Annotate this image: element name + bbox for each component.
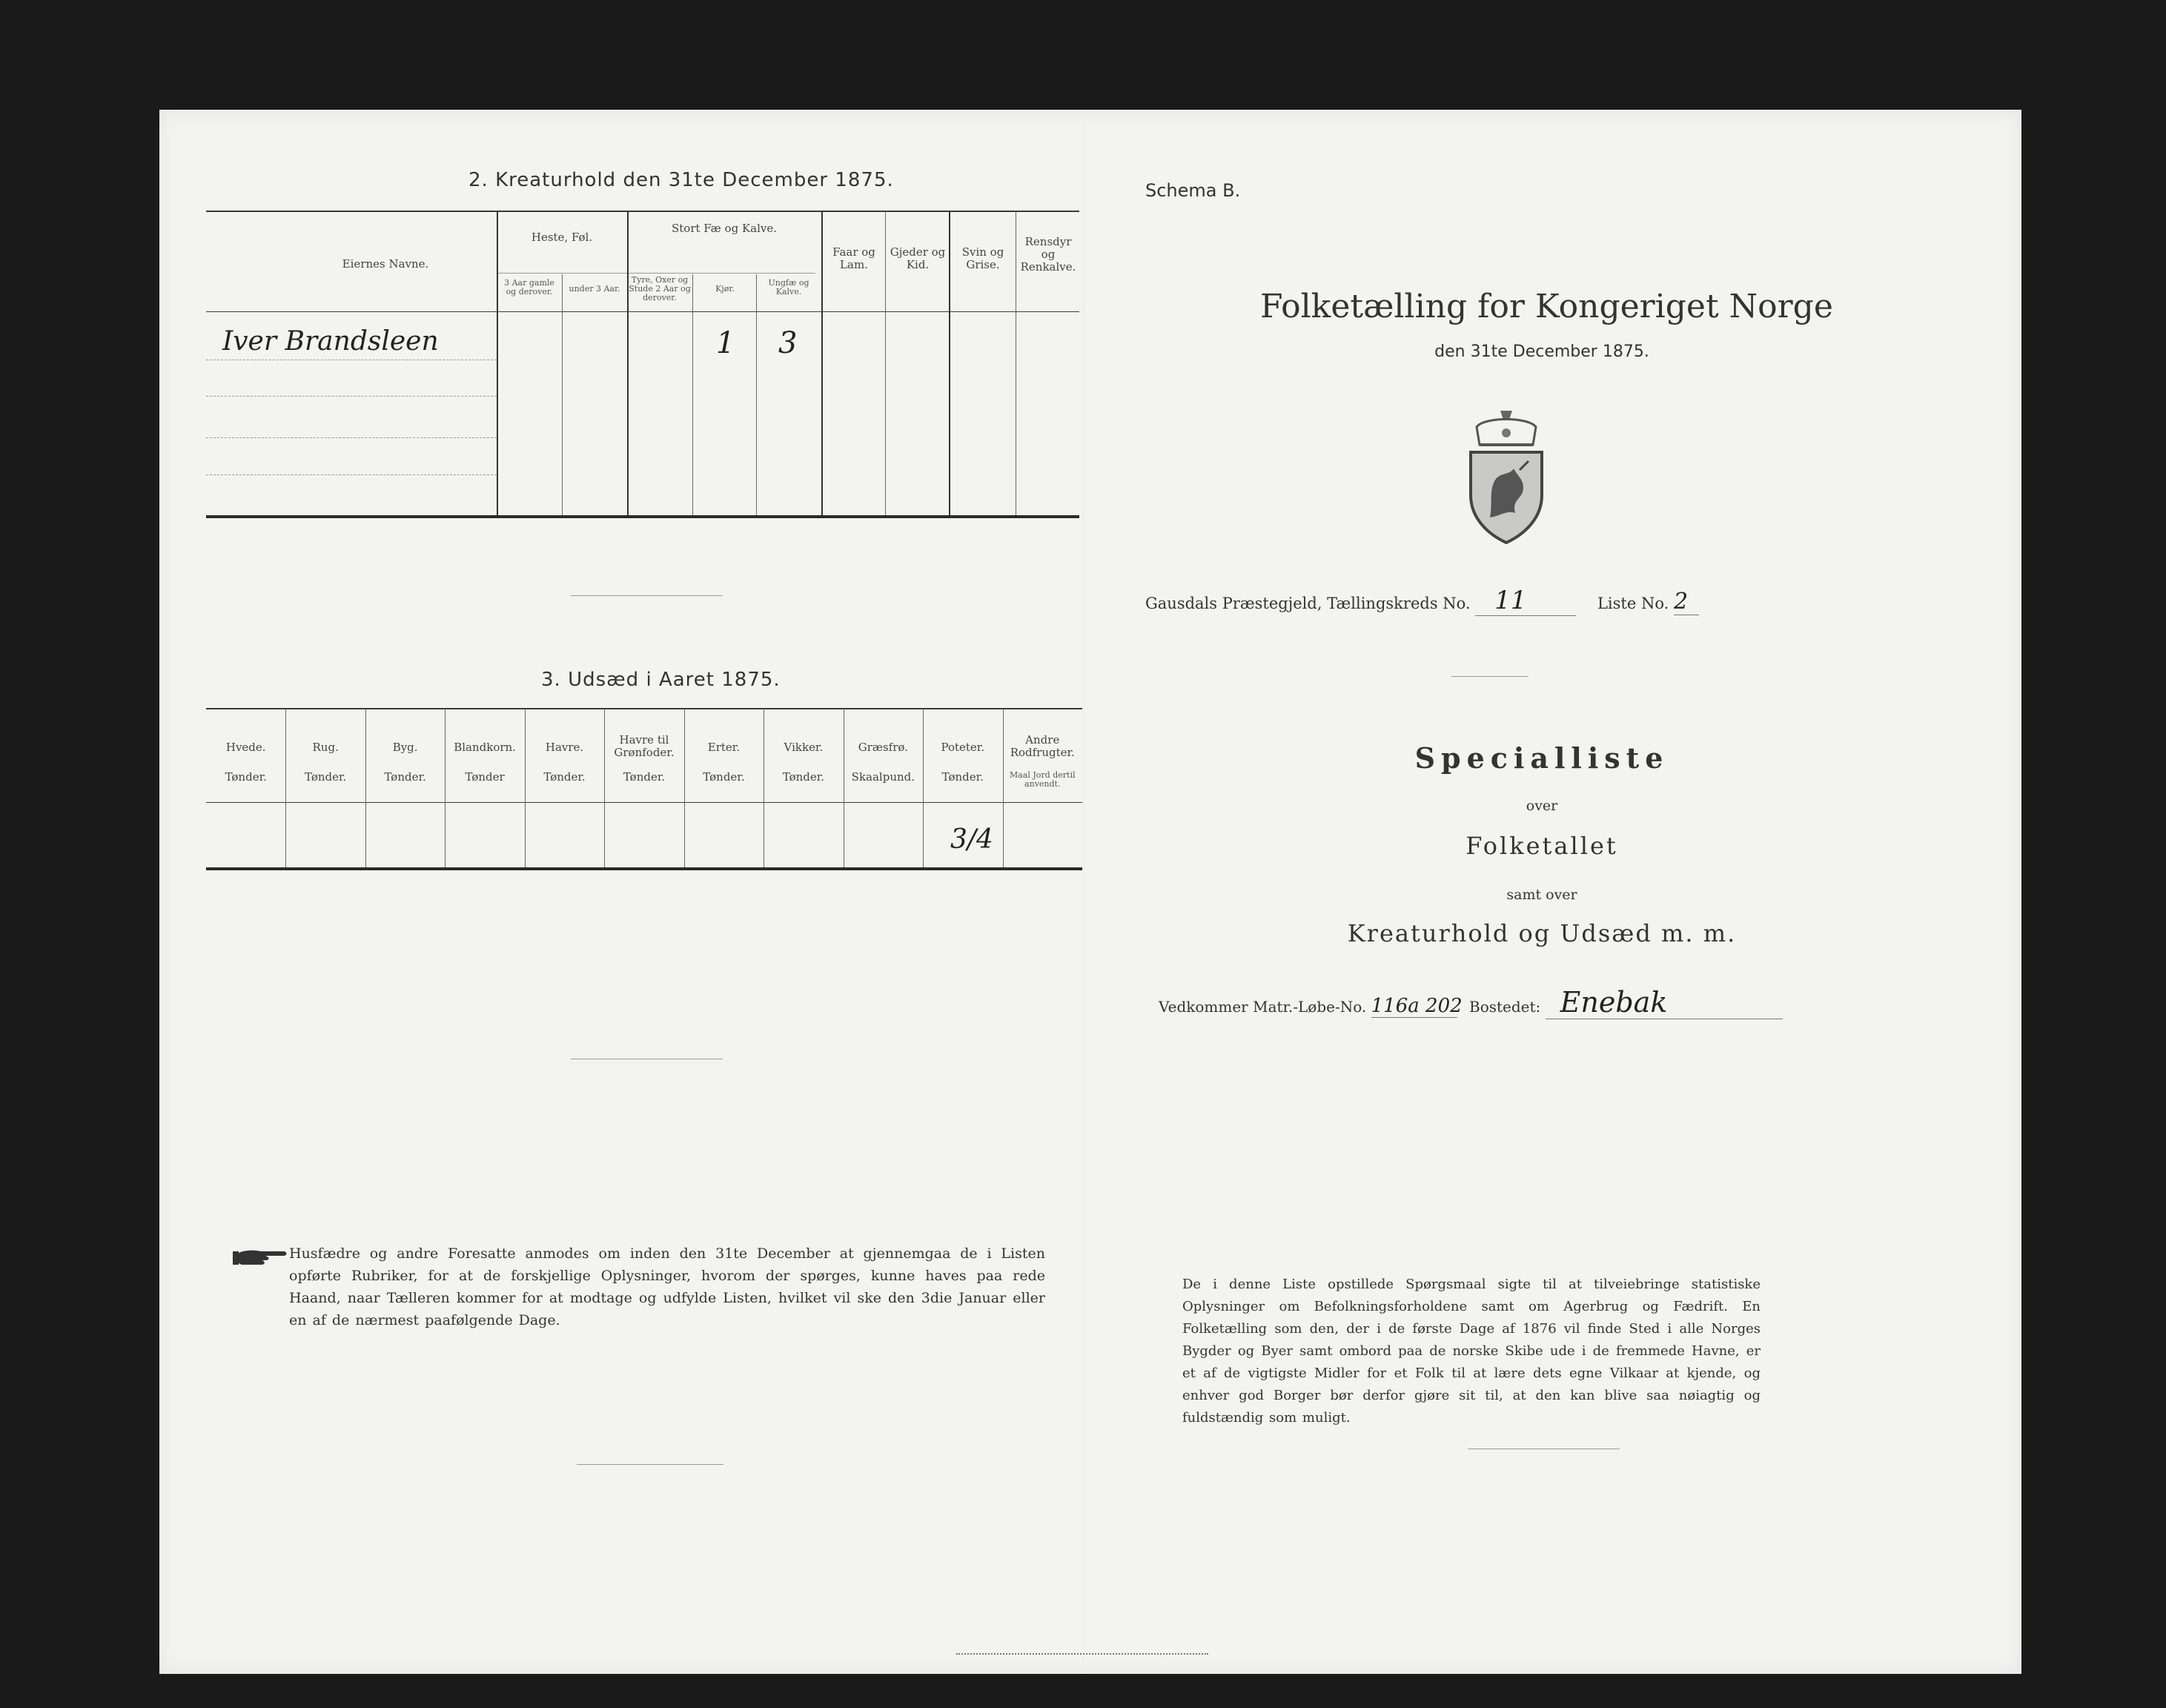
seed-unit-8: Skaalpund.	[851, 770, 915, 784]
main-title: Folketælling for Kongeriget Norge	[1260, 288, 1833, 325]
col-divider	[692, 274, 693, 515]
liste-number: 2	[1674, 589, 1699, 615]
owner-name: Iver Brandsleen	[222, 326, 439, 357]
seed-header-7: Vikker.	[784, 741, 824, 754]
seed-unit-9: Tønder.	[941, 770, 984, 784]
seed-col-divider	[285, 709, 286, 867]
folketallet-title: Folketallet	[1465, 832, 1618, 860]
seed-unit-3: Tønder	[465, 770, 505, 784]
pointing-hand-icon	[231, 1245, 291, 1269]
seed-col-divider	[604, 709, 605, 867]
cows-count: 1	[716, 326, 735, 360]
page-fold	[1082, 110, 1084, 1674]
seed-unit-5: Tønder.	[623, 770, 666, 784]
livestock-row-rule	[206, 437, 497, 438]
col-divider	[885, 211, 886, 515]
seed-header-10: Andre Rodfrugter.	[1010, 733, 1075, 759]
potatoes-value: 3/4	[950, 824, 993, 855]
livestock-sub-rule	[497, 273, 815, 274]
header-horses: Heste, Føl.	[531, 231, 593, 244]
header-pigs: Svin og Grise.	[961, 245, 1004, 271]
kreaturhold-title: Kreaturhold og Udsæd m. m.	[1347, 919, 1737, 947]
seed-unit-6: Tønder.	[703, 770, 745, 784]
matr-prefix: Vedkommer Matr.-Løbe-No.	[1159, 998, 1367, 1016]
bostedet-label: Bostedet:	[1469, 998, 1541, 1016]
livestock-row-rule	[206, 396, 497, 397]
seed-top-rule	[206, 708, 1082, 709]
seed-header-6: Erter.	[707, 741, 741, 754]
header-goats: Gjeder og Kid.	[890, 245, 946, 271]
header-bulls: Tyre, Oxer og Stude 2 Aar og derover.	[629, 275, 691, 302]
young-cattle-count: 3	[778, 326, 798, 360]
seed-unit-0: Tønder.	[225, 770, 267, 784]
separator	[571, 595, 723, 596]
seed-unit-7: Tønder.	[782, 770, 825, 784]
parish-prefix: Gausdals Præstegjeld, Tællingskreds No.	[1145, 595, 1471, 612]
seed-header-8: Græsfrø.	[858, 741, 908, 754]
header-sheep: Faar og Lam.	[832, 245, 875, 271]
coat-of-arms-icon	[1454, 406, 1558, 547]
col-divider	[497, 211, 498, 515]
parish-line	[1145, 586, 1699, 616]
seed-header-9: Poteter.	[941, 741, 985, 754]
seed-unit-4: Tønder.	[543, 770, 586, 784]
col-divider	[627, 211, 629, 515]
seed-header-rule	[206, 802, 1082, 803]
seed-col-divider	[525, 709, 526, 867]
header-horses-young: under 3 Aar.	[569, 284, 620, 294]
header-reindeer: Rensdyr og Renkalve.	[1020, 235, 1076, 274]
header-cattle: Stort Fæ og Kalve.	[671, 222, 778, 235]
livestock-row-rule	[206, 474, 497, 475]
specialliste-title: Specialliste	[1414, 741, 1669, 775]
over-text: over	[1526, 798, 1558, 814]
header-young-cattle: Ungfæ og Kalve.	[768, 278, 809, 297]
seed-header-1: Rug.	[312, 741, 339, 754]
matr-line	[1159, 986, 1783, 1019]
seed-col-divider	[365, 709, 366, 867]
liste-label: Liste No.	[1597, 595, 1669, 612]
seed-col-divider	[445, 709, 446, 867]
livestock-title: 2. Kreaturhold den 31te December 1875.	[468, 169, 894, 191]
seed-col-divider	[923, 709, 924, 867]
seed-title: 3. Udsæd i Aaret 1875.	[541, 669, 781, 691]
livestock-bottom-rule	[206, 515, 1079, 518]
seed-unit-2: Tønder.	[384, 770, 426, 784]
samt-over-text: samt over	[1506, 887, 1577, 903]
seed-unit-10: Maal Jord dertil anvendt.	[1010, 770, 1076, 789]
separator	[1451, 676, 1529, 677]
seed-header-2: Byg.	[392, 741, 418, 754]
header-owner: Eiernes Navne.	[342, 257, 429, 271]
seed-header-4: Havre.	[545, 741, 584, 754]
seed-header-3: Blandkorn.	[454, 741, 516, 754]
seed-col-divider	[684, 709, 685, 867]
right-note: De i denne Liste opstillede Spørgsmaal sigte til at tilveiebringe statistiske Oplysninger om Befolkningsforholdene samt om Agerbrug og Fædrift. En Folketælling som den, der i de første Dage af 1876 vil finde Sted i alle Norges Bygder og Byer samt ombord paa de norske Skibe ude i de fremmede Havne, er et af de vigtigste Midler for et Folk til at lære dets egne Vilkaar at kjende, og enhver god Borger bør derfor gjøre sit til, at den kan blive saa nøiagtig og fuldstændig som muligt.	[1182, 1277, 1761, 1426]
seed-header-0: Hvede.	[225, 741, 266, 754]
seed-bottom-rule	[206, 867, 1082, 870]
bottom-mark	[956, 1640, 1208, 1655]
col-divider	[562, 274, 563, 515]
separator	[577, 1464, 723, 1465]
seed-unit-1: Tønder.	[305, 770, 347, 784]
main-date: den 31te December 1875.	[1434, 342, 1649, 361]
header-cows: Kjør.	[715, 284, 735, 294]
header-horses-old: 3 Aar gamle og derover.	[504, 278, 554, 297]
matr-number: 116a 202	[1371, 995, 1463, 1017]
kreds-number: 11	[1475, 586, 1576, 616]
col-divider	[756, 274, 757, 515]
schema-label: Schema B.	[1145, 180, 1241, 201]
bostedet-value: Enebak	[1546, 986, 1783, 1019]
seed-header-5: Havre til Grønfoder.	[614, 733, 675, 759]
left-note: Husfædre og andre Foresatte anmodes om inden den 31te December at gjennemgaa de i Listen opførte Rubriker, for at de forskjellige Oplysninger, hvorom der spørges, kunne haves paa rede Haand, naar Tælleren kommer for at modtage og udfylde Listen, hvilket vil ske den 3die Januar eller en af de nærmest paafølgende Dage.	[289, 1245, 1045, 1328]
